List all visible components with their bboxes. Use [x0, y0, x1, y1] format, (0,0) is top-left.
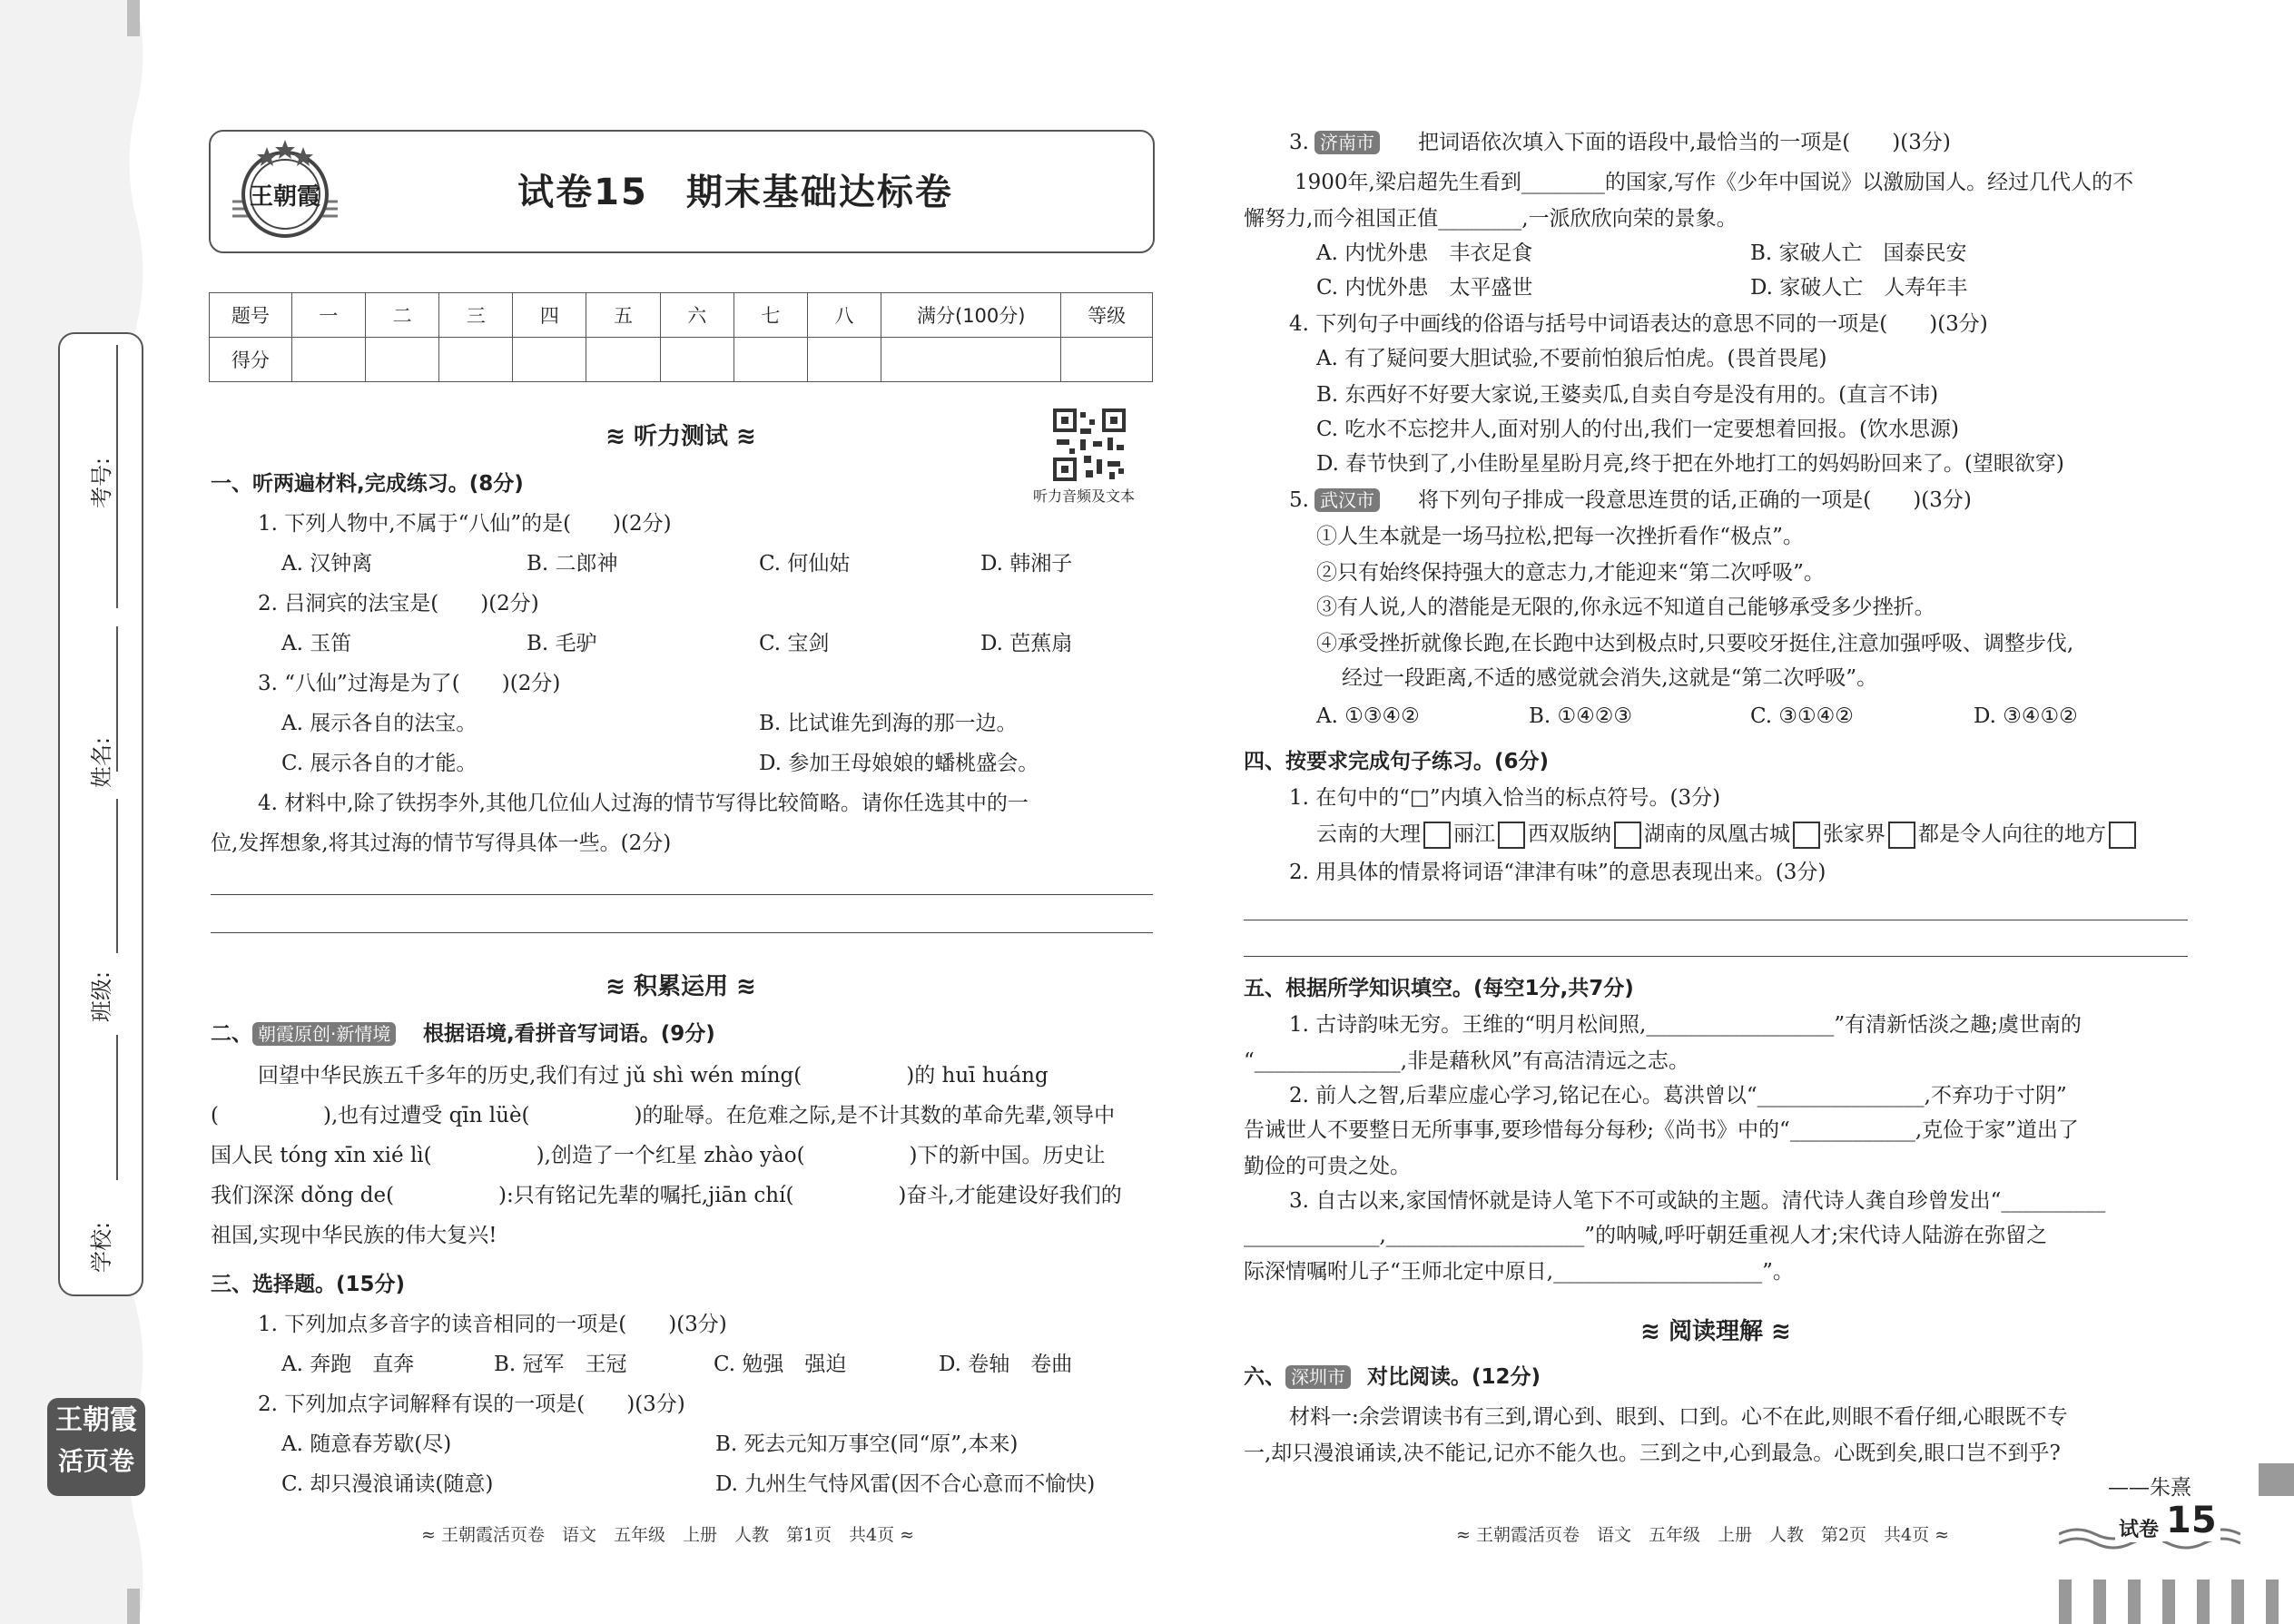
banji-line[interactable]	[116, 799, 118, 953]
option[interactable]: D. 春节快到了,小佳盼星星盼月亮,终于把在外地打工的妈妈盼回来了。(望眼欲穿)	[1316, 452, 2064, 476]
q3-4: 4. 下列句子中画线的俗语与括号中词语表达的意思不同的一项是( )(3分)	[1289, 312, 1988, 336]
option[interactable]: D. 参加王母娘娘的蟠桃盛会。	[759, 752, 1039, 775]
score-header-cell: 七	[733, 293, 807, 338]
option[interactable]: B. 家破人亡 国泰民安	[1750, 241, 1967, 265]
q3-3-number: 3.	[1289, 131, 1309, 154]
q2-tag	[252, 1020, 401, 1048]
q3-3: 把词语依次填入下面的语段中,最恰当的一项是( )(3分)	[1418, 131, 1951, 154]
q4-1: 1. 在句中的“□”内填入恰当的标点符号。(3分)	[1289, 786, 1721, 810]
q3-1: 1. 下列加点多音字的读音相同的一项是( )(3分)	[258, 1313, 727, 1336]
xuexiao-label: 学校:	[89, 1221, 114, 1273]
option[interactable]: B. 冠军 王冠	[494, 1353, 627, 1376]
q6-author: ——朱熹	[2108, 1476, 2191, 1500]
q3-3-line2: 懈努力,而今祖国正值________,一派欣欣向荣的景象。	[1244, 207, 1738, 231]
q5-line4: 告诫世人不要整日无所事事,要珍惜每分每秒;《尚书》中的“____________,克俭于家”道出了	[1244, 1118, 2079, 1142]
score-header-cell: 满分(100分)	[881, 293, 1061, 338]
xingming-line[interactable]	[116, 626, 118, 772]
logo-seal	[223, 138, 347, 245]
q6-tag-label: 深圳市	[1285, 1365, 1351, 1389]
sentence: ②只有始终保持强大的意志力,才能迎来“第二次呼吸”。	[1316, 561, 1825, 585]
score-table	[209, 292, 1153, 382]
punctuation-box[interactable]	[2109, 822, 2136, 849]
score-cell[interactable]	[660, 338, 733, 382]
qr-code-icon	[1053, 408, 1126, 481]
q5-line7: _____________,___________________”的呐喊,呼吁朝廷重视人才;宋代诗人陆游在弥留之	[1244, 1224, 2048, 1247]
option[interactable]: D. 卷轴 卷曲	[939, 1353, 1073, 1376]
q2-number: 二、	[211, 1022, 252, 1046]
option[interactable]: A. 内忧外患 丰衣足食	[1316, 241, 1533, 265]
option[interactable]: C. 吃水不忘挖井人,面对别人的付出,我们一定要想着回报。(饮水思源)	[1316, 418, 1959, 441]
punctuation-box[interactable]	[1793, 822, 1820, 849]
q5-heading: 五、根据所学知识填空。(每空1分,共7分)	[1244, 977, 1634, 1000]
option[interactable]: C. 勉强 强迫	[714, 1353, 847, 1376]
option[interactable]: C. 内忧外患 太平盛世	[1316, 276, 1533, 300]
option[interactable]: A. 随意春芳歇(尽)	[281, 1432, 452, 1456]
sentence: 经过一段距离,不适的感觉就会消失,这就是“第二次呼吸”。	[1342, 666, 1878, 690]
q1-4-line2: 位,发挥想象,将其过海的情节写得具体一些。(2分)	[211, 832, 672, 855]
punctuation-box[interactable]	[1498, 822, 1525, 849]
option[interactable]: A. ①③④②	[1316, 704, 1420, 728]
option[interactable]: B. 东西好不好要大家说,王婆卖瓜,自卖自夸是没有用的。(直言不讳)	[1316, 383, 1939, 407]
page-number: 15	[2162, 1500, 2220, 1541]
logo-text: 王朝霞	[249, 183, 320, 211]
option[interactable]: D. 九州生气恃风雷(因不合心意而不愉快)	[715, 1472, 1096, 1496]
q3-3-tag-label: 济南市	[1314, 131, 1380, 154]
q1-1: 1. 下列人物中,不属于“八仙”的是( )(2分)	[258, 512, 672, 536]
score-header-cell: 题号	[210, 293, 292, 338]
score-header-cell: 四	[513, 293, 586, 338]
section-listening-heading: ≋ 听力测试 ≋	[605, 423, 756, 450]
option[interactable]: C. 却只漫浪诵读(随意)	[281, 1472, 494, 1496]
q5-line6: 3. 自古以来,家国情怀就是诗人笔下不可或缺的主题。清代诗人龚自珍曾发出“__________	[1289, 1189, 2106, 1213]
option[interactable]: B. 比试谁先到海的那一边。	[759, 712, 1018, 735]
score-header-cell: 六	[660, 293, 733, 338]
q2-line3: 国人民 tóng xīn xié lì( ),创造了一个红星 zhào yào( )下的新中国。历史让	[211, 1144, 1106, 1167]
xuexiao-line[interactable]	[116, 1035, 118, 1180]
score-header-cell: 五	[586, 293, 660, 338]
option[interactable]: A. 汉钟离	[281, 552, 373, 576]
brand-badge	[47, 1398, 145, 1496]
q5-line2: “______________,非是藉秋风”有高洁清远之志。	[1244, 1049, 1689, 1073]
q2-line5: 祖国,实现中华民族的伟大复兴!	[211, 1224, 497, 1247]
sentence-part: 张家界	[1823, 822, 1885, 846]
sentence-part: 西双版纳	[1528, 822, 1611, 846]
q2-line2: ( ),也有过遭受 qīn lüè( )的耻辱。在危难之际,是不计其数的革命先辈,领导中	[211, 1104, 1116, 1127]
option[interactable]: D. 韩湘子	[980, 552, 1073, 576]
score-cell[interactable]	[1061, 338, 1153, 382]
punctuation-box[interactable]	[1888, 822, 1915, 849]
option[interactable]: B. 毛驴	[527, 632, 597, 655]
q5-line1: 1. 古诗韵味无穷。王维的“明月松间照,__________________”有清新恬淡之趣;虞世南的	[1289, 1013, 2082, 1037]
q1-heading: 一、听两遍材料,完成练习。(8分)	[211, 472, 524, 496]
q1-4-line1: 4. 材料中,除了铁拐李外,其他几位仙人过海的情节写得比较简略。请你任选其中的一	[258, 792, 1029, 815]
q3-heading: 三、选择题。(15分)	[211, 1273, 406, 1296]
sentence-part: 湖南的凤凰古城	[1644, 822, 1790, 846]
section-accumulation-heading: ≋ 积累运用 ≋	[605, 973, 756, 1000]
option[interactable]: A. 玉笛	[281, 632, 352, 655]
option[interactable]: B. 二郎神	[527, 552, 618, 576]
score-cell[interactable]	[586, 338, 660, 382]
q1-3: 3. “八仙”过海是为了( )(2分)	[258, 672, 561, 695]
badge-bottom-text: 活页卷	[57, 1446, 134, 1476]
score-header-cell: 一	[291, 293, 365, 338]
score-cell[interactable]	[513, 338, 586, 382]
q6-heading: 对比阅读。(12分)	[1367, 1365, 1541, 1389]
q3-3-tag	[1314, 129, 1385, 156]
kaohao-label: 考号:	[89, 457, 114, 508]
q5-line8: 际深情嘱咐儿子“王师北定中原日,____________________”。	[1244, 1260, 1794, 1284]
score-cell[interactable]	[366, 338, 439, 382]
option[interactable]: D. 芭蕉扇	[980, 632, 1073, 655]
edge-tab	[2259, 1463, 2294, 1496]
answer-line[interactable]	[211, 932, 1153, 933]
q5-line5: 勤俭的可贵之处。	[1244, 1155, 1411, 1178]
q2-line1: 回望中华民族五千多年的历史,我们有过 jǔ shì wén míng( )的 huī huáng	[258, 1064, 1049, 1088]
score-header-cell: 八	[807, 293, 881, 338]
sentence-part: 都是令人向往的地方	[1918, 822, 2106, 846]
option[interactable]: B. 死去元知万事空(同“原”,本来)	[715, 1432, 1019, 1456]
banji-label: 班级:	[89, 970, 114, 1022]
qr-caption: 听力音频及文本	[1033, 487, 1136, 505]
q3-5-number: 5.	[1289, 488, 1309, 512]
q2-tag-label: 朝霞原创·新情境	[252, 1022, 396, 1046]
sentence-part: 云南的大理	[1316, 822, 1421, 846]
answer-line[interactable]	[1244, 956, 2188, 957]
option[interactable]: A. 有了疑问要大胆试验,不要前怕狼后怕虎。(畏首畏尾)	[1316, 347, 1827, 370]
score-cell[interactable]	[291, 338, 365, 382]
score-cell[interactable]	[807, 338, 881, 382]
footer-left: ≈ 王朝霞活页卷 语文 五年级 上册 人教 第1页 共4页 ≈	[421, 1525, 915, 1545]
badge-top-text: 王朝霞	[55, 1404, 137, 1436]
kaohao-line[interactable]	[116, 345, 118, 608]
score-header-cell: 三	[439, 293, 513, 338]
bottom-stripes	[2059, 1580, 2294, 1624]
option[interactable]: D. ③④①②	[1974, 704, 2078, 728]
sentence: ①人生本就是一场马拉松,把每一次挫折看作“极点”。	[1316, 525, 1804, 548]
option[interactable]: C. 何仙姑	[759, 552, 851, 576]
q6-line2: 一,却只漫浪诵读,决不能记,记亦不能久也。三到之中,心到最急。心既到矣,眼口岂不到乎?	[1244, 1442, 2061, 1465]
option[interactable]: D. 家破人亡 人寿年丰	[1750, 276, 1968, 300]
score-input-row	[210, 338, 1153, 382]
footer-right: ≈ 王朝霞活页卷 语文 五年级 上册 人教 第2页 共4页 ≈	[1456, 1525, 1950, 1545]
score-cell[interactable]	[439, 338, 513, 382]
q4-heading: 四、按要求完成句子练习。(6分)	[1244, 750, 1550, 773]
qr-code[interactable]	[1053, 408, 1126, 481]
option[interactable]: B. ①④②③	[1529, 704, 1633, 728]
option[interactable]: A. 展示各自的法宝。	[281, 712, 478, 735]
q6-line1: 材料一:余尝谓读书有三到,谓心到、眼到、口到。心不在此,则眼不看仔细,心眼既不专	[1289, 1405, 2068, 1429]
q4-1-sentence	[1316, 821, 2139, 849]
option[interactable]: C. ③①④②	[1750, 704, 1854, 728]
punctuation-box[interactable]	[1423, 822, 1451, 849]
answer-line[interactable]	[211, 894, 1153, 895]
sentence-part: 丽江	[1453, 822, 1495, 846]
q3-5: 将下列句子排成一段意思连贯的话,正确的一项是( )(3分)	[1418, 488, 1972, 512]
page-title: 试卷15 期末基础达标卷	[517, 172, 953, 213]
sentence: ③有人说,人的潜能是无限的,你永远不知道自己能够承受多少挫折。	[1316, 595, 1935, 619]
q6-tag	[1285, 1363, 1356, 1391]
section-reading-heading: ≋ 阅读理解 ≋	[1640, 1318, 1791, 1345]
q6-number: 六、	[1244, 1365, 1285, 1389]
page-label: 试卷	[2115, 1514, 2162, 1542]
option[interactable]: C. 宝剑	[759, 632, 830, 655]
q5-line3: 2. 前人之智,后辈应虚心学习,铭记在心。葛洪曾以“________________,不弃功于寸阴”	[1289, 1084, 2067, 1107]
xingming-label: 姓名:	[89, 736, 114, 788]
punctuation-box[interactable]	[1614, 822, 1641, 849]
score-header-cell: 等级	[1061, 293, 1153, 338]
option[interactable]: C. 展示各自的才能。	[281, 752, 478, 775]
q2-line4: 我们深深 dǒng de( ):只有铭记先辈的嘱托,jiān chí( )奋斗,才能建设好我们的	[211, 1184, 1122, 1207]
q3-2: 2. 下列加点字词解释有误的一项是( )(3分)	[258, 1393, 685, 1416]
q3-5-tag-label: 武汉市	[1314, 488, 1380, 512]
option[interactable]: A. 奔跑 直奔	[281, 1353, 415, 1376]
q3-3-line1: 1900年,梁启超先生看到________的国家,写作《少年中国说》以激励国人。经过几代人的不	[1295, 171, 2134, 194]
sentence: ④承受挫折就像长跑,在长跑中达到极点时,只要咬牙挺住,注意加强呼吸、调整步伐,	[1316, 632, 2074, 655]
score-header-row	[210, 293, 1153, 338]
q3-5-tag	[1314, 487, 1385, 514]
q1-2: 2. 吕洞宾的法宝是( )(2分)	[258, 592, 539, 615]
score-cell[interactable]	[733, 338, 807, 382]
q2-heading: 根据语境,看拼音写词语。(9分)	[423, 1022, 715, 1046]
score-header-cell: 二	[366, 293, 439, 338]
q4-2: 2. 用具体的情景将词语“津津有味”的意思表现出来。(3分)	[1289, 861, 1826, 884]
score-cell[interactable]	[881, 338, 1061, 382]
score-row-label: 得分	[210, 338, 292, 382]
